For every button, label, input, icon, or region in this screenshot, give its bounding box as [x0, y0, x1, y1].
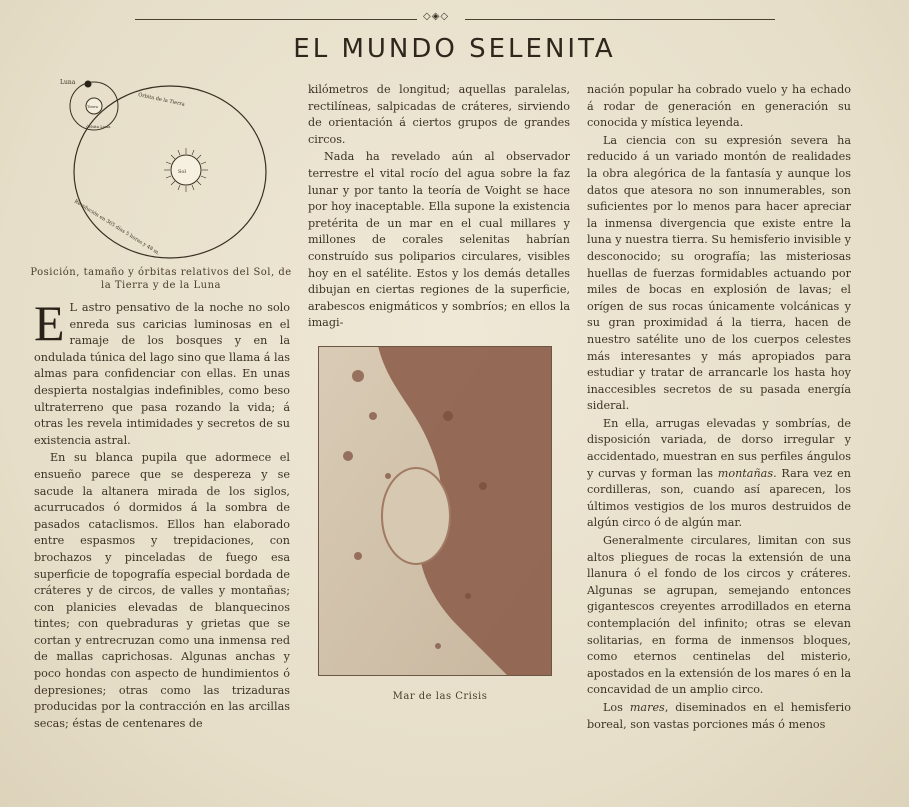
page-title: EL MUNDO SELENITA: [293, 34, 616, 64]
revolution-label: Revolución en 365 días 5 horas y 48 m.: [72, 198, 161, 257]
paragraph-1: [34, 295, 290, 449]
figure-caption-mar-crisis: Mar de las Crisis: [392, 691, 488, 702]
paragraph-9: [587, 700, 851, 733]
paragraph-4: Nada ha revelado aún al observador terrestre el vital rocío del agua sobre la faz lunar y por tanto la teoría de Voight se hace por hoy inaceptable. Ella supone la existencia pretérita de un mar en el cual millares y millones de corales selenitas habrían construído sus poliparios circulares, visibles hoy en el satélite. Estos y los demás detalles dibujan en ciertas regiones de la superficie, arabescos enigmáticos y sombríos; en ellos la imagi-: [308, 150, 570, 330]
column-3: [587, 82, 851, 734]
rule-left: [135, 19, 417, 20]
paragraph-2: En su blanca pupila que adormece el ensueño parece que se despereza y se sacude la altanera mirada de los siglos, acurrucados ó dormidos á la sombra de pasados cataclismos. Ellos han elaborado entre espasmos y trepidaciones, con brochazos y pinceladas de fuego esa superficie de topografía especial bordada de cráteres y de circos, de valles y montañas; con planicies elevadas de blanquecinos tintes; con quebraduras y grietas que se cortan y entrecruzan como una inmensa red de mallas caprichosas. Algunas anchas y poco hondas con aspecto de hundimientos ó depresiones; otras como las trizaduras producidas por la contracción en las arcillas secas; éstas de centenares de: [34, 451, 290, 730]
paragraph-7-text-a: En ella, arrugas elevadas y sombrías, de disposición variada, de dorso irregular y accidentado, muestran en sus perfiles ángulos y curvas y forman las: [587, 416, 851, 480]
paragraph-6: La ciencia con su expresión severa ha reducido á un variado montón de realidades la obra alegórica de la fantasía y aunque los datos que atesora no son innumerables, son suficientes por lo menos para hacer apreciar la inmensa divergencia que existe entre la luna y nuestra tierra. Su hemisferio invisible y desconocido; su orografía; las misteriosas huellas de fuerzas formidables actuando por miles de bocas en explosión de lavas; el orígen de sus rocas únicamente volcánicas y su gran proximidad á la tierra, hacen de nuestro satélite uno de los cuerpos celestes más interesantes y más apropiados para estudiar y tratar de arrancarle los hasta hoy inaccesibles secretos de su pasada energía sideral.: [587, 133, 851, 413]
paragraph-9-text-b: , diseminados en el hemisferio boreal, son vastas porciones más ó menos: [587, 700, 851, 731]
moon-orbit-label: Órbita Luna: [86, 124, 111, 129]
paragraph-9-text-a: Los: [603, 700, 630, 714]
column-1: [34, 295, 290, 733]
paragraph-3: kilómetros de longitud; aquellas paralelas, rectilíneas, salpicadas de cráteres, sirviendo de orientación á ciertos grupos de grandes circos.: [308, 83, 570, 146]
paragraph-8: Generalmente circulares, limitan con sus altos pliegues de rocas la extensión de una llanura ó el fondo de los circos y cráteres. Algunas se agrupan, semejando entonces gigantescos creyentes arrodillados en eterna contemplación del infinito; otras se elevan solitarias, en forma de inmensos bloques, como eternos centinelas del misterio, apostados en la extensión de los mares ó en la concavidad de un amplio circo.: [587, 534, 851, 697]
header-rule: [135, 11, 775, 26]
moon-symbol: [85, 81, 92, 88]
earth-orbit: [74, 86, 266, 258]
earth-orbit-label: Órbita de la Tierra: [137, 92, 186, 108]
paragraph-9-emphasis: mares: [629, 700, 665, 714]
paragraph-7-emphasis: montañas: [717, 466, 774, 480]
earth-label: Tierra: [87, 105, 98, 109]
column-2: [308, 82, 570, 333]
figure-caption-orbits: Posición, tamaño y órbitas relativos del Sol, de la Tierra y de la Luna: [30, 267, 292, 291]
orbit-diagram: [58, 72, 268, 260]
paragraph-7: [587, 416, 851, 532]
drop-cap: E: [34, 295, 65, 351]
paragraph-1-text: L astro pensativo de la noche no solo enreda sus caricias luminosas en el ramaje de los bosques y en la ondulada túnica del lago sino que llama á las almas para confidenciar con ellas. En unas despierta nostalgias indefinibles, como beso ultraterreno que pasa rozando la vida; á otras les revela intimidades y secretos de su existencia astral.: [34, 301, 290, 447]
header-ornament: ◇◈◇: [423, 11, 450, 22]
paragraph-5: nación popular ha cobrado vuelo y ha echado á rodar de generación en generación su conocida y mística leyenda.: [587, 83, 851, 130]
paragraph-7-text-b: . Rara vez en cordilleras, son, cuando así aparecen, los últimos vestigios de los muros destruidos de algún circo ó de algún mar.: [587, 466, 851, 530]
moon-crater-photo: [318, 346, 552, 676]
rule-right: [465, 19, 775, 20]
moon-label: Luna: [60, 79, 76, 86]
sun-label: Sol: [178, 169, 187, 175]
